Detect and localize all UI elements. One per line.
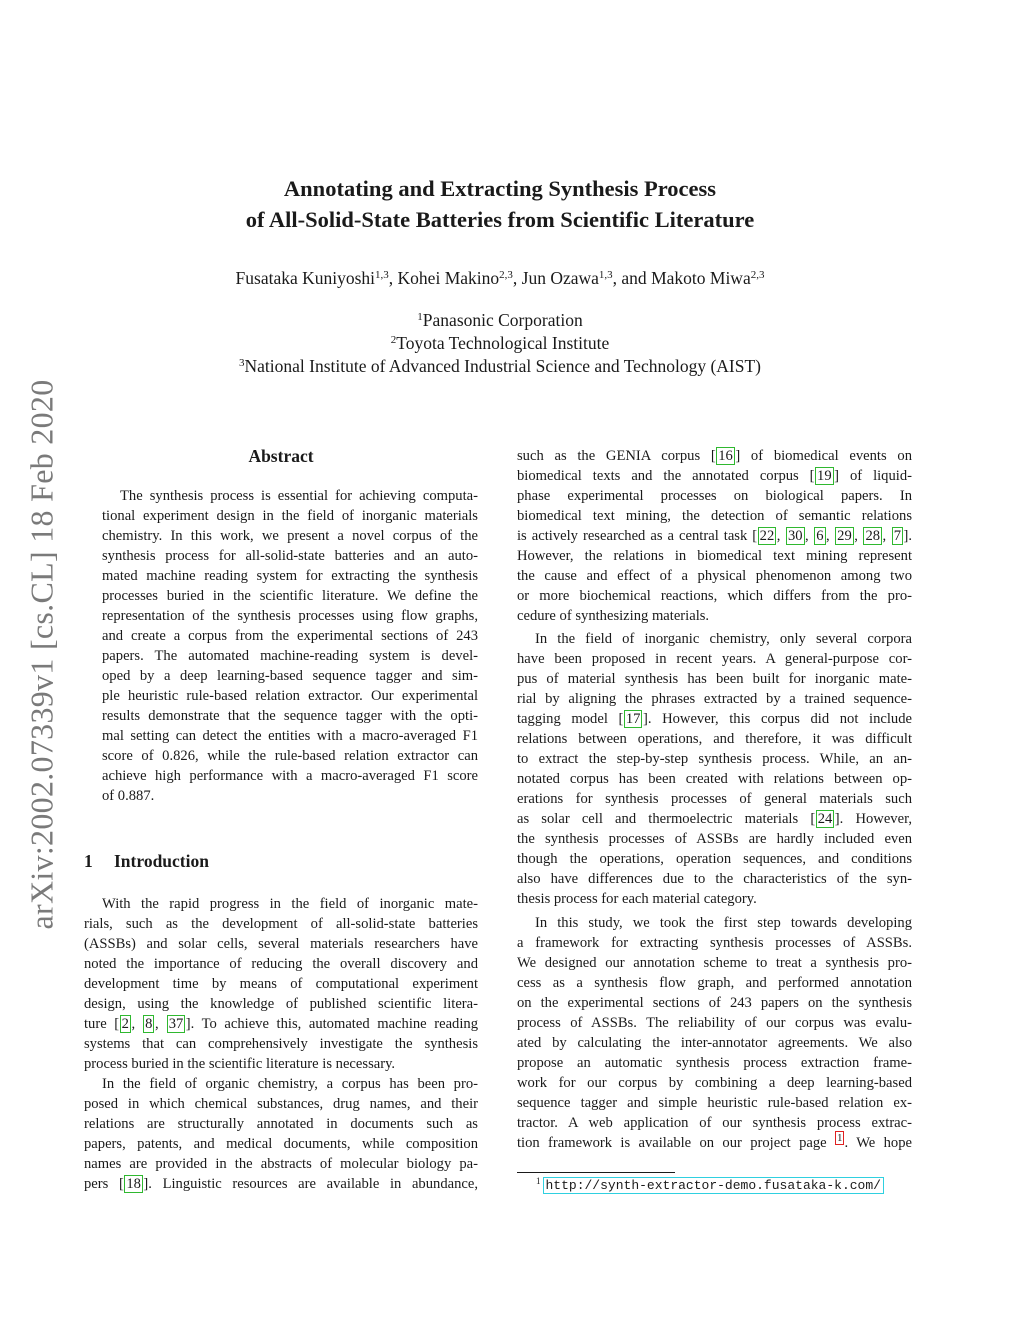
section-number: 1 [84,851,93,871]
title-line-1: Annotating and Extracting Synthesis Process [283,176,717,201]
intro-paragraph-1 [84,894,478,1074]
right-paragraph-2 [517,629,912,909]
body-line: process buried in the scientific literature is necessary. [84,1056,396,1072]
body-line: However, the relations in biomedical text mining represent [517,548,912,564]
body-line: In this study, we took the first step towards developing [535,915,912,931]
author-name: Jun Ozawa [521,268,599,288]
author-affiliation-mark: 2,3 [499,269,513,281]
citation-link[interactable]: 24 [817,811,833,827]
body-line: tractor. A web application of our synthesis process extrac- [517,1115,912,1131]
text-run: such as the GENIA corpus [ [517,448,716,464]
citation-link[interactable]: 7 [893,528,901,544]
abstract-line: papers. The automated machine-reading system is devel- [102,648,478,664]
abstract-line: of 0.887. [102,788,155,804]
affiliation-name: National Institute of Advanced Industrial Science and Technology (AIST) [244,356,761,376]
abstract-line: tional experiment design in the field of inorganic materials [102,508,478,524]
footnote [536,1176,884,1193]
citation-link[interactable]: 19 [817,468,832,484]
author-affiliation-mark: 1,3 [375,269,389,281]
affiliation-number: 1 [417,311,423,323]
affiliation [100,332,900,355]
section-title: Introduction [114,851,209,871]
abstract-line: results demonstrate that the sequence tagger with the opti- [102,708,478,724]
body-line: on the experimental sections of 243 papers on the synthesis [517,995,912,1011]
title-line-2: of All-Solid-State Batteries from Scientific Literature [245,207,755,232]
abstract-body [102,486,478,806]
body-line: the cause and effect of a physical phenomenon among two [517,568,912,584]
body-line: biomedical text mining, the detection of semantic relations [517,508,912,524]
body-line: pus of material synthesis has been built for inorganic mate- [517,671,912,687]
paper-title [100,173,900,235]
body-line: In the field of organic chemistry, a corpus has been pro- [102,1076,478,1092]
text-run: ] of liquid- [834,468,912,484]
author-affiliation-mark: 1,3 [598,269,613,281]
text-run: , [131,1016,143,1032]
body-line: ated by calculating the inter-annotator agreements. We also [517,1035,912,1051]
body-line: noted the importance of reducing the overall discovery and [84,956,478,972]
abstract-line: chemistry. In this work, we present a novel corpus of the [102,528,478,544]
abstract-line: The synthesis process is essential for achieving computa- [120,488,478,504]
author-separator: , [388,268,398,288]
author-separator: , and [612,268,652,288]
citation-link[interactable]: 29 [837,528,852,544]
abstract-line: mated machine reading system for extracting the synthesis [102,568,478,584]
text-run: ]. [903,528,913,544]
body-line: propose an automatic synthesis process extraction frame- [517,1055,912,1071]
text-run: ]. However, [834,811,912,827]
footnote-url-link[interactable]: http://synth-extractor-demo.fusataka-k.com/ [543,1177,884,1194]
text-run: pers [ [84,1176,124,1192]
body-line: relations are structurally annotated in documents such as [84,1116,478,1132]
body-line: notated corpus has been created with relations between op- [517,771,912,787]
abstract-line: achieve high performance with a macro-averaged F1 score [102,768,478,784]
body-line [517,466,912,486]
text-run: ]. However, this corpus did not include [642,711,912,727]
abstract-line: score of 0.826, while the rule-based relation extractor can [102,748,478,764]
arxiv-stamp [22,364,62,944]
body-line: systems that can comprehensively investigate the synthesis [84,1036,478,1052]
affiliation-name: Panasonic Corporation [422,310,583,330]
body-line: though the operations, operation sequences, and conditions [517,851,912,867]
author-name: Fusataka Kuniyoshi [235,268,376,288]
affiliation-number: 3 [238,357,245,369]
body-line [517,1133,912,1153]
text-run: tion framework is available on our project page [517,1135,835,1151]
body-line: We designed our annotation scheme to treat a synthesis pro- [517,955,912,971]
body-line [84,1014,478,1034]
citation-link[interactable]: 18 [126,1176,141,1192]
affiliation [100,309,900,332]
section-heading-introduction [84,851,209,872]
citation-link[interactable]: 28 [865,528,881,544]
body-line: to extract the step-by-step synthesis process. While, an an- [517,751,912,767]
arxiv-id: arXiv:2002.07339v1 [cs.CL] 18 Feb 2020 [23,378,60,930]
citation-link[interactable]: 8 [145,1016,153,1032]
body-line: also have differences due to the characteristics of the syn- [517,871,912,887]
body-line: work for our corpus by combining a deep learning-based [517,1075,912,1091]
body-line: With the rapid progress in the field of inorganic mate- [102,896,478,912]
footnote-link[interactable]: 1 [836,1132,843,1144]
body-line: phase experimental processes on biological papers. In [517,488,912,504]
abstract-line: synthesis process for all-solid-state batteries and an auto- [102,548,478,564]
abstract-line: and create a corpus from the experimental sections of 243 [102,628,478,644]
citation-link[interactable]: 22 [759,528,775,544]
affiliation-list [100,309,900,378]
author-name: Kohei Makino [397,268,500,288]
body-line: have been proposed in recent years. A general-purpose cor- [517,651,912,667]
text-run: ] of biomedical events on [735,448,912,464]
author-list [100,268,900,289]
footnote-rule [517,1172,675,1173]
author-affiliation-mark: 2,3 [750,269,765,281]
body-line: erations for synthesis processes of general materials such [517,791,912,807]
citation-link[interactable]: 16 [718,448,733,464]
text-run: . We hope [844,1135,912,1151]
abstract-heading: Abstract [248,446,314,466]
text-run: ]. To achieve this, automated machine reading [185,1016,478,1032]
abstract-line: representation of the synthesis processes using flow graphs, [102,608,478,624]
text-run: ture [ [84,1016,120,1032]
body-line: design, using the knowledge of published scientific litera- [84,996,478,1012]
abstract-line: oped by a deep learning-based sequence tagger and sim- [102,668,478,684]
citation-link[interactable]: 6 [816,528,824,544]
body-line [517,446,912,466]
body-line: rials, such as the development of all-solid-state batteries [84,916,478,932]
body-line: rial by aligning the phrases extracted by a trained sequence- [517,691,912,707]
body-line [517,809,912,829]
intro-paragraph-2 [84,1074,478,1194]
body-line: posed in which chemical substances, drug names, and their [84,1096,478,1112]
abstract-line: ple heuristic rule-based relation extractor. Our experimental [102,688,478,704]
citation-link[interactable]: 17 [625,711,641,727]
body-line: relations between operations, and therefore, it was difficult [517,731,912,747]
body-line: development time by means of computational experiment [84,976,478,992]
text-run: , [154,1016,167,1032]
text-run: ]. Linguistic resources are available in abundance, [143,1176,478,1192]
citation-link[interactable]: 2 [121,1016,129,1032]
body-line: or more biochemical reactions, which differs from the pro- [517,588,912,604]
body-line [84,1174,478,1194]
text-run: tagging model [ [517,711,624,727]
body-line: is actively researched as a central task [ 22 , 30 , 6 , 29 , 28 , 7 ]. [517,528,913,544]
author-name: Makoto Miwa [651,268,751,288]
abstract-line: mal setting can detect the entities with a macro-averaged F1 [102,728,478,744]
affiliation-name: Toyota Technological Institute [396,333,610,353]
body-line: sequence tagger and simple heuristic rule-based relation ex- [517,1095,912,1111]
footnote-mark: 1 [536,1176,541,1186]
right-paragraph-1 [517,446,912,626]
body-line: cess as a synthesis flow graph, and performed annotation [517,975,912,991]
body-line: names are provided in the abstracts of molecular biology pa- [84,1156,478,1172]
affiliation [100,355,900,378]
body-line: a framework for extracting synthesis processes of ASSBs. [517,935,912,951]
abstract-line: processes buried in the scientific literature. We define the [102,588,478,604]
right-paragraph-3 [517,913,912,1153]
body-line: (ASSBs) and solar cells, several materials researchers have [84,936,478,952]
citation-link[interactable]: 37 [168,1016,184,1032]
body-line: process of ASSBs. The reliability of our corpus was evalu- [517,1015,912,1031]
text-run: as solar cell and thermoelectric materials [ [517,811,816,827]
body-line: papers, patents, and medical documents, while composition [84,1136,478,1152]
body-line: cedure of synthesizing materials. [517,608,710,624]
text-run: is actively researched as a central task [ [517,528,758,544]
body-line: thesis process for each material category. [517,891,757,907]
text-run: biomedical texts and the annotated corpus [ [517,468,815,484]
citation-link[interactable]: 30 [787,528,803,544]
body-line [517,709,912,729]
author-separator: , [512,268,522,288]
affiliation-number: 2 [390,334,397,346]
body-line: In the field of inorganic chemistry, only several corpora [535,631,912,647]
body-line: the synthesis processes of ASSBs are hardly included even [517,831,912,847]
